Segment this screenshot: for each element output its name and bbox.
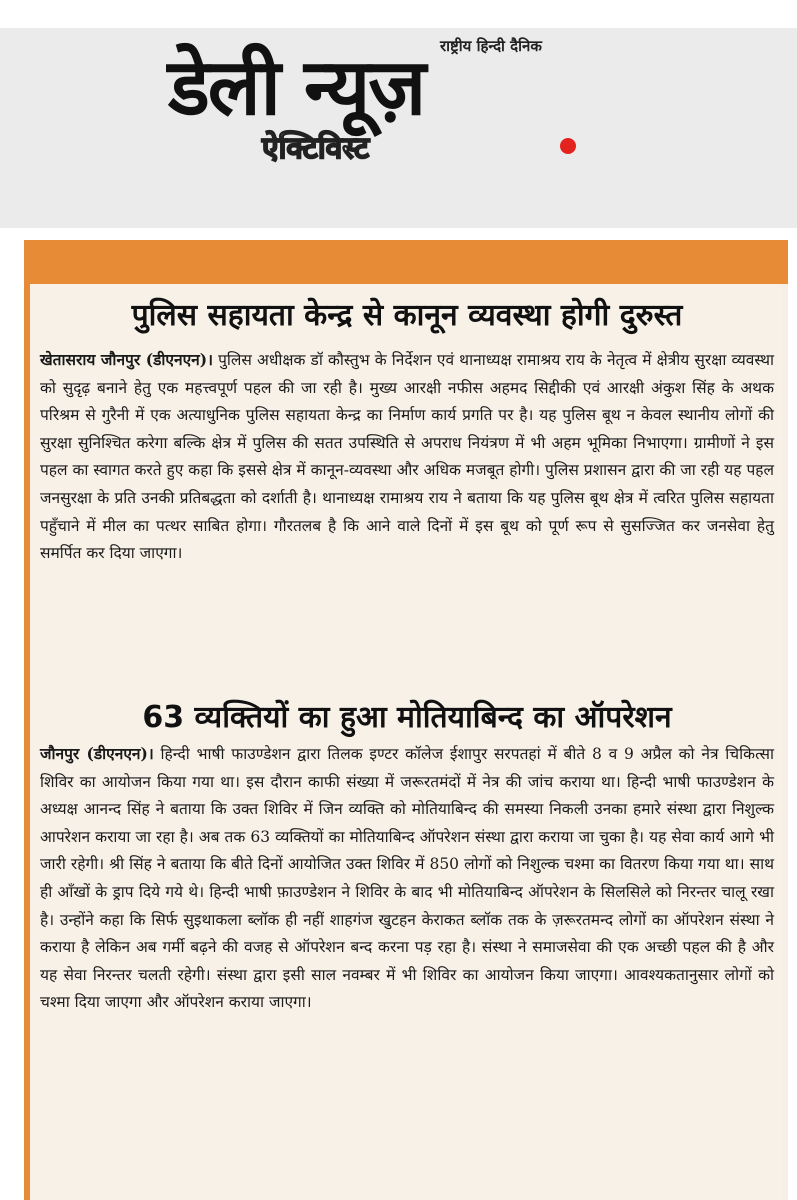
article1-text: पुलिस अधीक्षक डॉ कौस्तुभ के निर्देशन एवं थानाध्यक्ष रामाश्रय राय के नेतृत्व में क्षेत्रीय सुरक्षा व्यवस्था को सुदृढ़ बनाने हेतु एक महत्त्वपूर्ण पहल की जा रही है। मुख्य आरक्षी नफीस अहमद सिद्दीकी एवं आरक्षी अंकुश सिंह के अथक परिश्रम से गुरैनी में एक अत्याधुनिक पुलिस सहायता केन्द्र का निर्माण कार्य प्रगति पर है। यह पुलिस बूथ न केवल स्थानीय लोगों की सुरक्षा सुनिश्चित करेगा बल्कि क्षेत्र में पुलिस की सतत उपस्थिति से अपराध नियंत्रण में भी अहम भूमिका निभाएगा। ग्रामीणों ने इस पहल का स्वागत करते हुए कहा कि इससे क्षेत्र में कानून-व्यवस्था और अधिक मजबूत होगी। पुलिस प्रशासन द्वारा की जा रही यह पहल जनसुरक्षा के प्रति उनकी प्रतिबद्धता को दर्शाती है। थानाध्यक्ष रामाश्रय राय ने बताया कि यह पुलिस बूथ क्षेत्र में त्वरित पुलिस सहायता पहुँचाने में मील का पत्थर साबित होगा। गौरतलब है कि आने वाले दिनों में इस बूथ को पूर्ण रूप से सुसज्जित कर जनसेवा हेतु समर्पित कर दिया जाएगा।: [40, 351, 774, 563]
section-header-band: [24, 240, 788, 284]
masthead: [0, 0, 797, 228]
masthead-tagline: राष्ट्रीय हिन्दी दैनिक: [440, 37, 542, 55]
article2-headline: 63 व्यक्तियों का हुआ मोतियाबिन्द का ऑपरेशन: [142, 700, 672, 735]
article1-body: [40, 346, 774, 568]
newspaper-sublogo: ऐक्टिविस्ट: [262, 131, 370, 166]
article2-body: [40, 740, 774, 1017]
article2-dateline: जौनपुर (डीएनएन)।: [40, 744, 154, 763]
newspaper-logo: डेली न्यूज़: [168, 43, 425, 133]
logo-dot-icon: [560, 138, 576, 154]
article1-dateline: खेतासराय जौनपुर (डीएनएन)।: [40, 350, 213, 369]
article2-text: हिन्दी भाषी फाउण्डेशन द्वारा तिलक इण्टर कॉलेज ईशापुर सरपतहां में बीते 8 व 9 अप्रैल को नेत्र चिकित्सा शिविर का आयोजन किया गया था। इस दौरान काफी संख्या में जरूरतमंदों में नेत्र की जांच कराया था। हिन्दी भाषी फाउण्डेशन के अध्यक्ष आनन्द सिंह ने बताया कि उक्त शिविर में जिन व्यक्ति को मोतियाबिन्द की समस्या निकली उनका हमारे संस्था द्वारा निशुल्क आपरेशन कराया जा रहा है। अब तक 63 व्यक्तियों का मोतियाबिन्द ऑपरेशन संस्था द्वारा कराया जा चुका है। यह सेवा कार्य आगे भी जारी रहेगी। श्री सिंह ने बताया कि बीते दिनों आयोजित उक्त शिविर में 850 लोगों को निशुल्क चश्मा का वितरण किया गया था। साथ ही आँखों के ड्राप दिये गये थे। हिन्दी भाषी फ़ाउण्डेशन ने शिविर के बाद भी मोतियाबिन्द ऑपरेशन के सिलसिले को निरन्तर चालू रखा है। उन्होंने कहा कि सिर्फ सुइथाकला ब्लॉक ही नहीं शाहगंज खुटहन केराकत ब्लॉक तक के ज़रूरतमन्द लोगों का ऑपरेशन संस्था ने कराया है लेकिन अब गर्मी बढ़ने की वजह से ऑपरेशन बन्द करना पड़ रहा है। संस्था ने समाजसेवा की एक अच्छी पहल की है और यह सेवा निरन्तर चलती रहेगी। संस्था द्वारा इसी साल नवम्बर में भी शिविर का आयोजन किया जाएगा। आवश्यकतानुसार लोगों को चश्मा दिया जाएगा और ऑपरेशन कराया जाएगा।: [40, 745, 774, 1012]
article1-headline: पुलिस सहायता केन्द्र से कानून व्यवस्था होगी दुरुस्त: [131, 298, 683, 333]
